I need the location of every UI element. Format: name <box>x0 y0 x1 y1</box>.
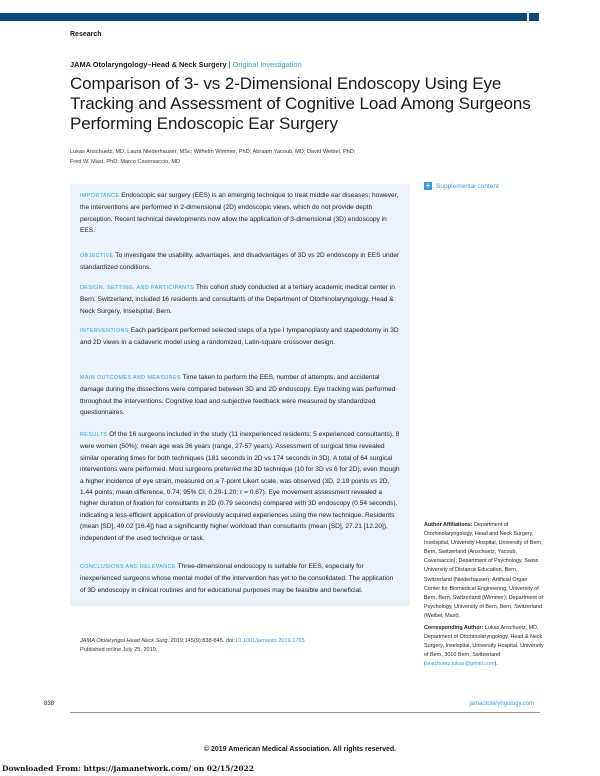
published-date: Published online July 25, 2019. <box>80 647 158 653</box>
results-label: RESULTS <box>80 432 108 438</box>
interventions-text: Each participant performed selected steps of a type I tympanoplasty and stapedotomy in 3D and 2D views in a cadaveric model using a randomized, Latin-square crossover design. <box>80 327 399 347</box>
corresponding-text: Lukas Anschuetz, MD, Department of Otorhinolaryngology, Head & Neck Surgery, Inselspital, University Hospital, University of Bern, 3010 Bern, Switzerland ( <box>424 625 544 668</box>
abstract-results <box>80 429 400 544</box>
affiliations-label: Author Affiliations: <box>424 522 473 528</box>
citation-line <box>80 637 410 646</box>
results-text: Of the 16 surgeons included in the study (11 inexperienced residents; 5 experienced consultants), 8 were women (50%); mean age was 36 years (range, 27-57 years). Assessment of surgical time revealed similar operating times for both techniques (181 seconds in 2D vs 174 seconds in 3D). A total of 64 surgical interventions were performed. Most surgeons preferred the 3D technique (10 for 3D vs 6 for 2D), even though a higher incidence of eye strain, measured on a 7-point Likert scale, was observed (3D, 2.19 points vs 2D, 1.44 points; mean difference, 0.74; 95% CI, 0.29-1.20; r = 0.67). Eye movement assessment revealed a higher duration of fixation for consultants in 2D (0.79 seconds) compared with 3D endoscopy (0.54 seconds), indicating a less-efficient application of previously acquired experiences using the new technique. Residents (mean [SD], 49.02 [16.4]) had a significantly higher workload than consultants (mean [SD], 27.21 [12.20]), independent of the used technique or task. <box>80 431 400 542</box>
affiliations-text: Department of Otorhinolaryngology, Head and Neck Surgery, Inselspital, University Hospital, University of Bern, Bern, Switzerland (Anschuetz, Yacoub, Caversaccio); Department of Psychology, Swiss University of Distance Education, Bern, Switzerland (Niederhauser); Artificial Organ Center for Biomedical Engineering, University of Bern, Bern, Switzerland (Wimmer); Department of Psychology, University of Bern, Bern, Switzerland (Weibel, Mast). <box>424 522 543 619</box>
article-title: Comparison of 3- vs 2-Dimensional Endoscopy Using Eye Tracking and Assessment of Cognitive Load Among Surgeons Performing Endoscopic Ear Surgery <box>70 74 531 133</box>
authors-line-1: Lukas Anschuetz, MD; Laura Niederhauser, MSc; Wilhelm Wimmer, PhD; Abraam Yacoub, MD; David Weibel, PhD; <box>70 149 356 155</box>
article-type: Original Investigation <box>232 60 302 69</box>
section-label: Research <box>70 31 102 38</box>
objective-text: To investigate the usability, advantages, and disadvantages of 3D vs 2D endoscopy in EES under standardized conditions. <box>80 252 400 272</box>
authors-line-2: Fred W. Mast, PhD; Marco Caversaccio, MD <box>70 159 181 165</box>
outcomes-label: MAIN OUTCOMES AND MEASURES <box>80 375 181 381</box>
citation-journal: JAMA Otolaryngol Head Neck Surg <box>80 638 168 644</box>
design-text: This cohort study conducted at a tertiary academic medical center in Bern, Switzerland, included 16 residents and consultants of the Department of Otorhinolaryngology, Head & Neck Surgery, Inselspital, Bern. <box>80 284 395 315</box>
corresponding-block <box>424 624 544 669</box>
corresponding-end: ). <box>494 661 498 668</box>
plus-icon: + <box>425 181 431 190</box>
importance-label: IMPORTANCE <box>80 193 120 199</box>
abstract-importance <box>80 190 400 237</box>
footer-rule <box>70 712 540 713</box>
abstract-design <box>80 282 400 317</box>
header-bar-square <box>529 13 539 21</box>
citation <box>80 637 410 655</box>
design-label: DESIGN, SETTING, AND PARTICIPANTS <box>80 285 195 291</box>
site-link[interactable]: jamaotolaryngology.com <box>469 701 534 707</box>
abstract-objective <box>80 250 400 274</box>
importance-text: Endoscopic ear surgery (EES) is an emerging technique to treat middle ear diseases; however, the interventions are performed in 2-dimensional (2D) endoscopic views, which do not provide depth perception. Recent technical developments now allow the application of 3-dimensional (3D) endoscopy in EES. <box>80 192 399 235</box>
header-bar <box>0 13 527 21</box>
abstract-outcomes <box>80 372 400 419</box>
author-list <box>70 147 450 167</box>
page-number: 838 <box>44 701 55 707</box>
doi-link[interactable]: 10.1001/jamaoto.2019.1765 <box>234 638 305 644</box>
supplemental-content-link[interactable] <box>424 182 499 190</box>
journal-line <box>70 60 302 69</box>
journal-separator: | <box>228 60 231 69</box>
download-notice: Downloaded From: https://jamanetwork.com/ on 02/15/2022 <box>2 764 254 773</box>
conclusions-label: CONCLUSIONS AND RELEVANCE <box>80 564 176 570</box>
abstract-conclusions <box>80 561 400 596</box>
corresponding-email-link[interactable]: anschuetz.lukas@gmail.com <box>425 661 495 668</box>
corresponding-label: Corresponding Author: <box>424 625 484 632</box>
affiliations-block <box>424 521 544 621</box>
interventions-label: INTERVENTIONS <box>80 328 129 334</box>
author-affiliations <box>424 521 544 670</box>
conclusions-text: Three-dimensional endoscopy is suitable for EES, especially for inexperienced surgeons whose mental model of the intervention has yet to be consolidated. The application of 3D endoscopy in clinical routines and for educational purposes may be feasible and beneficial. <box>80 563 394 594</box>
outcomes-text: Time taken to perform the EES, number of attempts, and accidental damage during the dissections were compared between 3D and 2D endoscopy. Eye tracking was performed throughout the interventions. Cognitive load and subjective feedback were measured by standardized questionnaires. <box>80 374 396 417</box>
citation-details: . 2019;145(9):838-845. doi: <box>167 638 235 644</box>
copyright: © 2019 American Medical Association. All rights reserved. <box>203 746 397 753</box>
objective-label: OBJECTIVE <box>80 253 114 259</box>
journal-name: JAMA Otolaryngology–Head & Neck Surgery <box>70 60 227 69</box>
abstract-interventions <box>80 325 400 349</box>
supplemental-label: Supplemental content <box>436 182 499 190</box>
